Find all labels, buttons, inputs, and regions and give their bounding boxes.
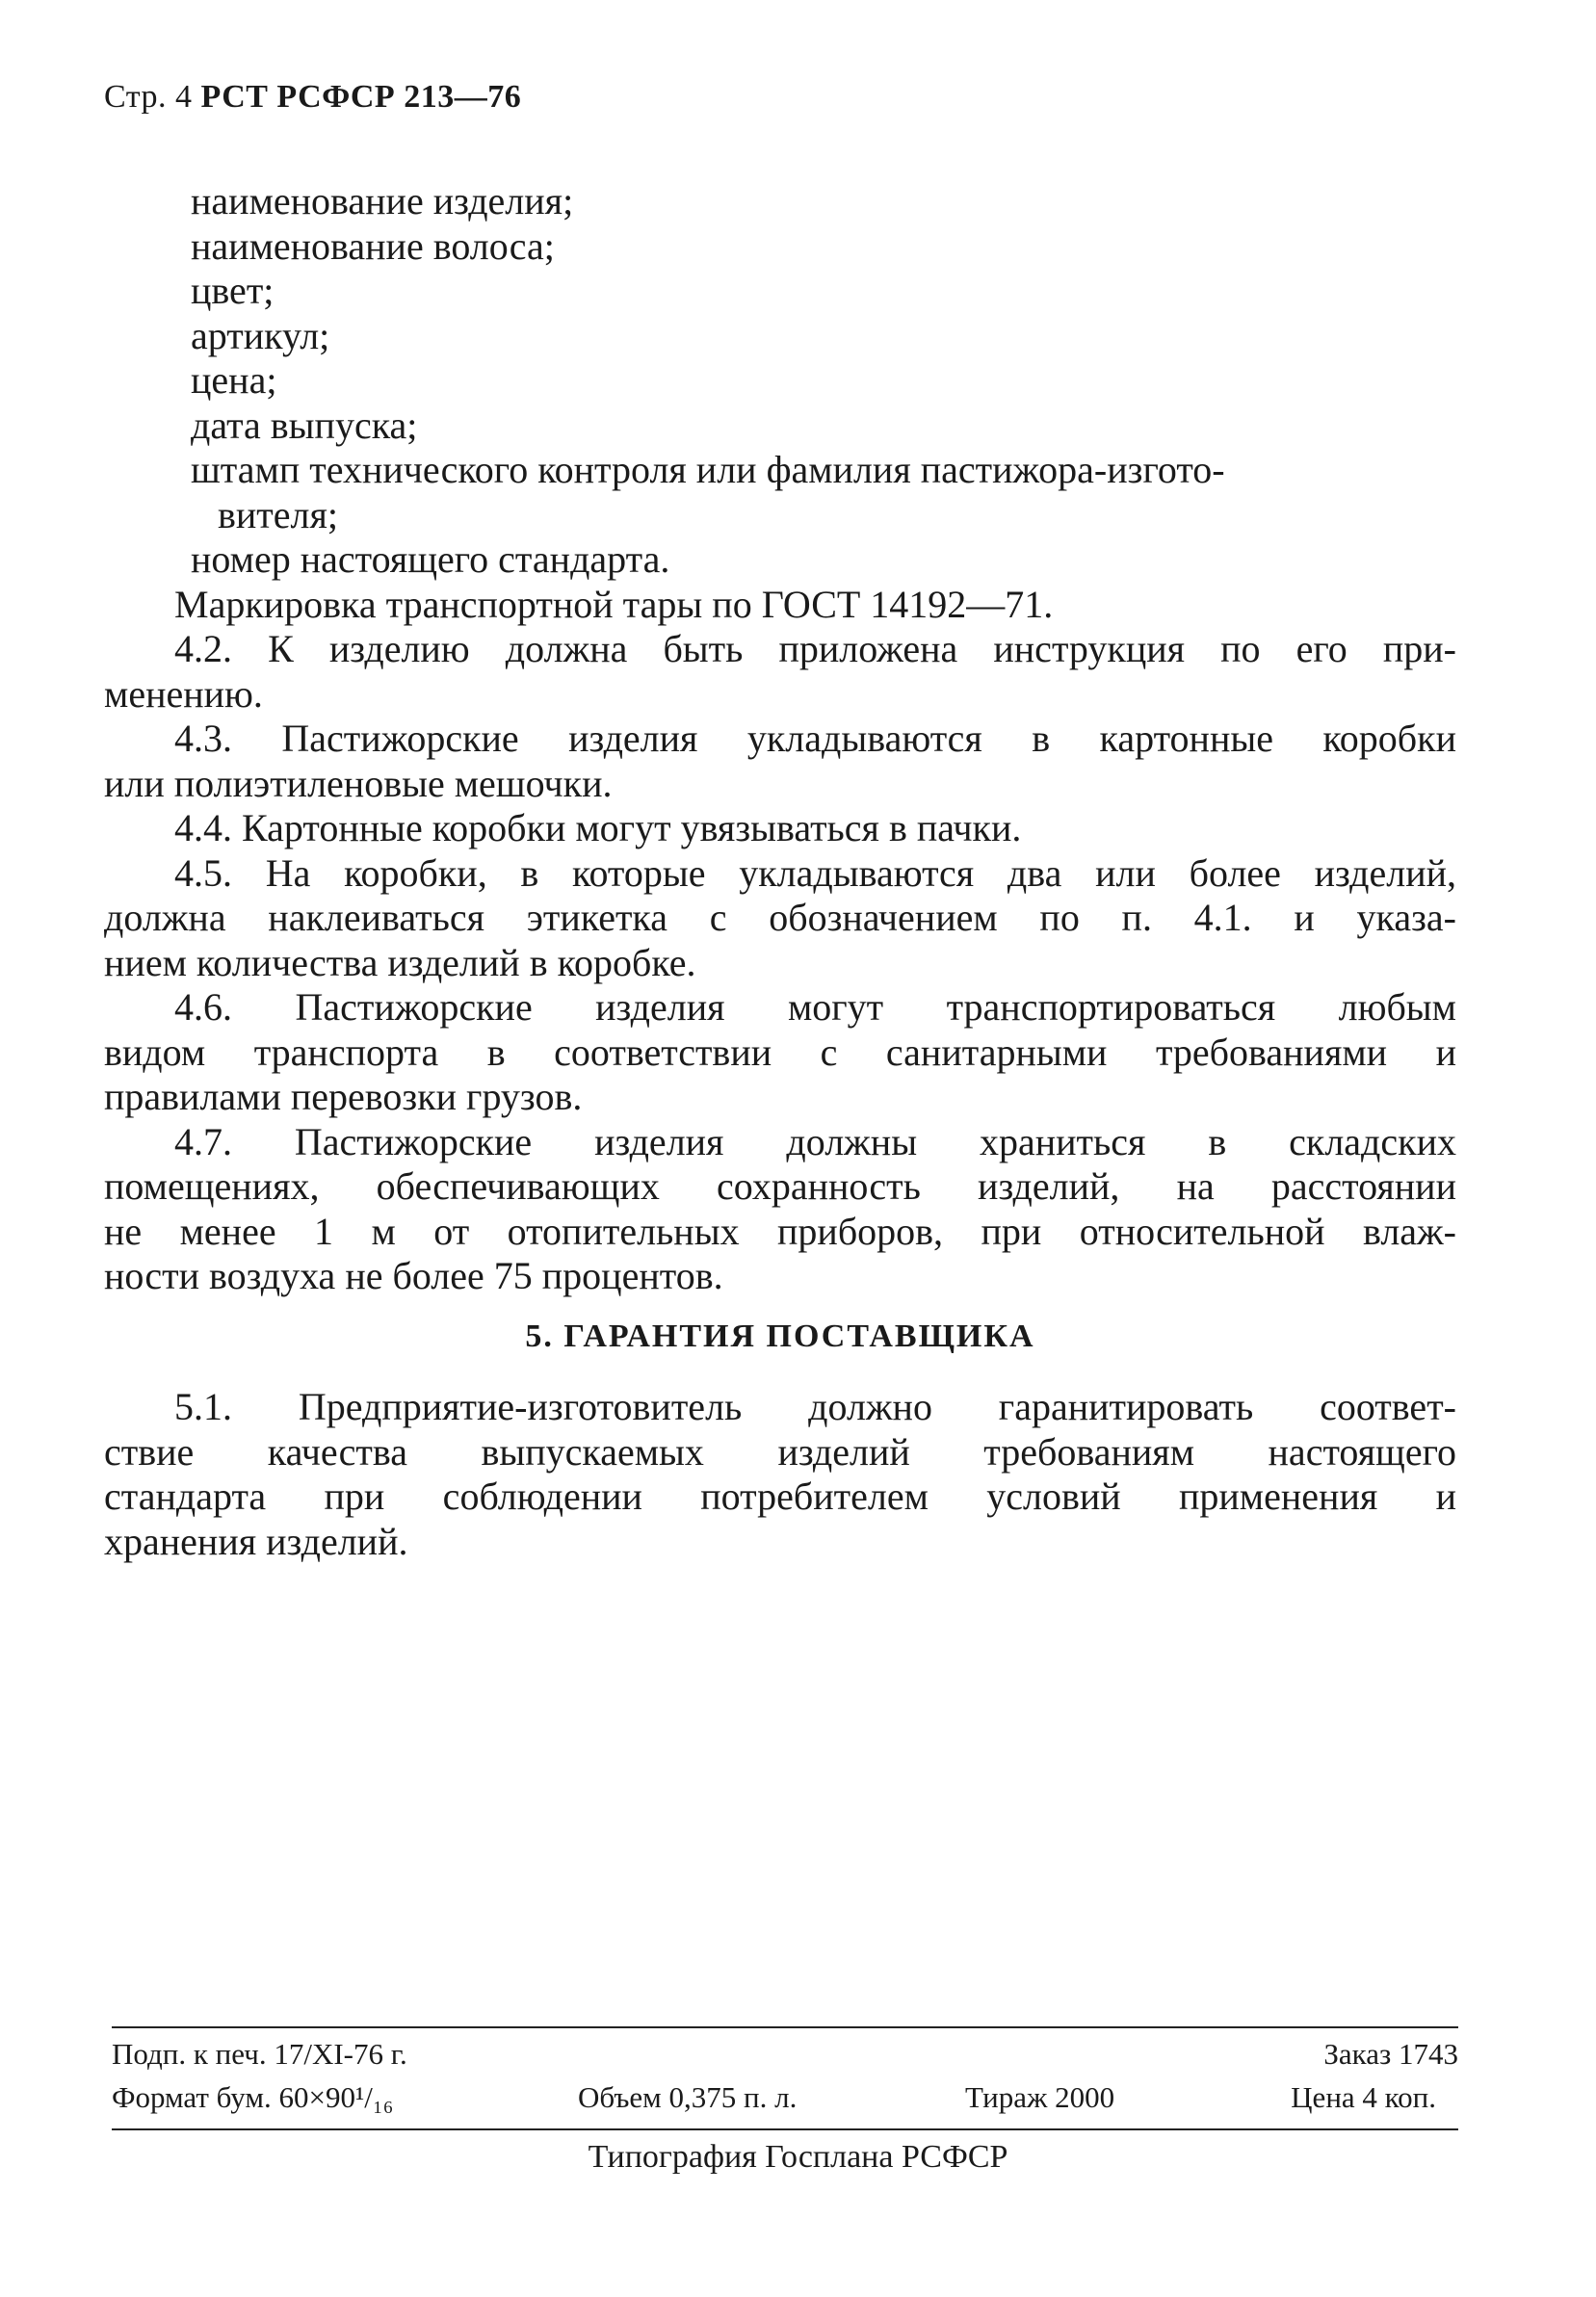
label-list-item: дата выпуска; (191, 403, 418, 447)
clause-4-3-line: 4.3. Пастижорские изделия укладываются в картонные коробки (174, 717, 1456, 760)
clause-4-3-line: или полиэтиленовые мешочки. (104, 761, 613, 805)
label-list-item: номер настоящего стандарта. (191, 537, 670, 581)
clause-4-5-line: нием количества изделий в коробке. (104, 940, 696, 984)
imprint-circulation: Тираж 2000 (965, 2080, 1115, 2114)
clause-5-1-line: 5.1. Предприятие-изготовитель должно гаранитировать соответ- (174, 1385, 1456, 1428)
imprint-printer: Типография Госплана РСФСР (588, 2139, 1008, 2175)
imprint-volume: Объем 0,375 п. л. (578, 2080, 798, 2114)
section-5-heading: 5. ГАРАНТИЯ ПОСТАВЩИКА (525, 1318, 1035, 1354)
label-list-item-continuation: вителя; (218, 492, 338, 536)
packaging-marking-text (104, 179, 1456, 1299)
label-list-item: артикул; (191, 313, 330, 357)
transport-marking-text: Маркировка транспортной тары по ГОСТ 14192—71. (174, 582, 1054, 626)
standard-designation: РСТ РСФСР 213—76 (200, 79, 522, 115)
clause-4-6-line: правилами перевозки грузов. (104, 1075, 583, 1118)
clause-4-7-line: помещениях, обеспечивающих сохранность изделий, на расстоянии (104, 1164, 1456, 1208)
section-5-text (104, 1385, 1456, 1564)
clause-4-5-line: должна наклеиваться этикетка с обозначением по п. 4.1. и указа- (104, 896, 1456, 939)
clause-5-1-line: ствие качества выпускаемых изделий требованиям настоящего (104, 1429, 1456, 1474)
clause-4-5-line: 4.5. На коробки, в которые укладываются два или более изделий, (174, 850, 1456, 895)
clause-4-6-line: видом транспорта в соответствии с санитарными требованиями и (104, 1030, 1456, 1074)
page-number: Стр. 4 (104, 79, 193, 115)
clause-4-4-line: 4.4. Картонные коробки могут увязываться в пачки. (174, 806, 1022, 849)
imprint-format: Формат бум. 60×90¹/₁₆ (112, 2080, 394, 2114)
clause-4-6-line: 4.6. Пастижорские изделия могут транспортироваться любым (174, 985, 1456, 1029)
label-list-item: цвет; (191, 269, 275, 312)
imprint-price: Цена 4 коп. (1291, 2080, 1436, 2114)
label-list-item: наименование изделия; (191, 179, 574, 222)
clause-5-1-line: хранения изделий. (104, 1519, 408, 1563)
page-header (104, 79, 521, 116)
label-list-item: штамп технического контроля или фамилия пастижора-изгото- (191, 448, 1225, 491)
clause-4-2-line: менению. (104, 671, 263, 716)
clause-4-7-line: не менее 1 м от отопительных приборов, при относительной влаж- (104, 1209, 1456, 1253)
imprint-bottom-rule (112, 2128, 1458, 2130)
label-list-item: наименование волоса; (191, 223, 555, 268)
imprint-order: Заказ 1743 (1323, 2037, 1458, 2071)
clause-5-1-line: стандарта при соблюдении потребителем условий применения и (104, 1475, 1456, 1518)
imprint-signed: Подп. к печ. 17/XI-76 г. (112, 2037, 407, 2071)
imprint-top-rule (112, 2026, 1458, 2028)
label-list-item: цена; (191, 358, 277, 402)
clause-4-2-line: 4.2. К изделию должна быть приложена инструкция по его при- (174, 627, 1456, 670)
clause-4-7-line: ности воздуха не более 75 процентов. (104, 1254, 723, 1297)
clause-4-7-line: 4.7. Пастижорские изделия должны храниться в складских (174, 1119, 1456, 1163)
